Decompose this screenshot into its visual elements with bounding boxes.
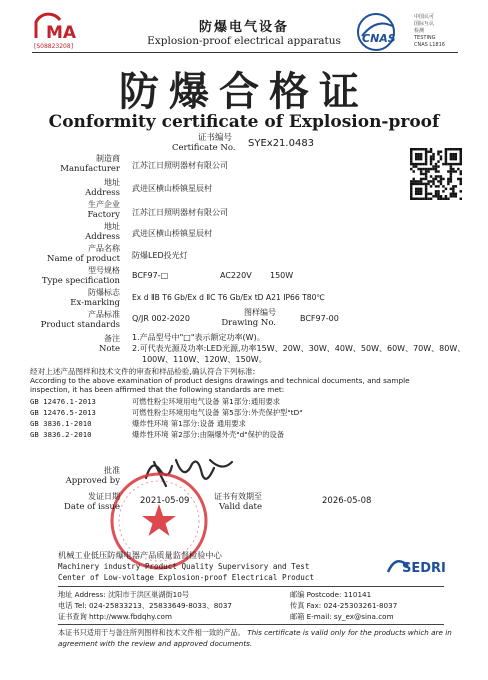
issue-date-value: 2021-05-09 <box>140 496 190 506</box>
qr-module <box>440 178 442 180</box>
qr-module <box>420 148 422 150</box>
ma-logo-text: MA <box>46 23 77 43</box>
cnas-small-1: 中国认可 <box>414 14 435 20</box>
qr-module <box>420 180 422 182</box>
qr-module <box>447 198 449 200</box>
contact-email: 邮箱 E-mail: sy_ex@sina.com <box>290 612 394 621</box>
qr-module <box>415 183 417 185</box>
qr-module <box>452 170 454 172</box>
qr-module <box>457 178 459 180</box>
qr-module <box>420 170 422 172</box>
qr-module <box>460 198 462 200</box>
product-standards-label: 产品标准 Product standards <box>40 310 120 330</box>
qr-module <box>435 190 437 192</box>
qr-module <box>425 170 427 172</box>
qr-module <box>445 198 447 200</box>
qr-module <box>422 163 424 165</box>
qr-module <box>452 195 454 197</box>
qr-module <box>430 155 432 157</box>
qr-module <box>425 193 427 195</box>
qr-module <box>430 163 432 165</box>
qr-module <box>427 193 429 195</box>
qr-module <box>455 193 457 195</box>
qr-module <box>425 178 427 180</box>
sedri-logo-text: SEDRI <box>402 561 446 576</box>
qr-module <box>430 180 432 182</box>
qr-module <box>442 190 444 192</box>
qr-module <box>455 155 457 157</box>
qr-module <box>422 183 424 185</box>
qr-module <box>435 163 437 165</box>
qr-module <box>440 175 442 177</box>
qr-module <box>432 168 434 170</box>
qr-module <box>452 185 454 187</box>
qr-module <box>417 193 419 195</box>
qr-module <box>417 158 419 160</box>
qr-module <box>430 148 432 150</box>
qr-module <box>432 178 434 180</box>
qr-module <box>422 198 424 200</box>
qr-module <box>420 173 422 175</box>
qr-module <box>427 168 429 170</box>
qr-module <box>452 193 454 195</box>
qr-module <box>425 175 427 177</box>
qr-module <box>420 188 422 190</box>
note-label: 备注 Note <box>98 334 120 354</box>
manufacturer-value: 江苏江日照明器材有限公司 <box>132 161 228 170</box>
qr-module <box>422 178 424 180</box>
ex-marking-label: 防爆标志 Ex-marking <box>70 288 120 308</box>
qr-module <box>452 168 454 170</box>
standard-code: GB 12476.5-2013 <box>30 408 96 417</box>
qr-module <box>425 198 427 200</box>
qr-module <box>430 158 432 160</box>
qr-module <box>460 153 462 155</box>
qr-module <box>435 168 437 170</box>
qr-module <box>437 190 439 192</box>
qr-module <box>450 173 452 175</box>
qr-module <box>410 150 412 152</box>
qr-module <box>430 175 432 177</box>
qr-module <box>452 188 454 190</box>
type-spec-value: BCF97-□ <box>132 271 169 280</box>
sedri-logo <box>386 552 456 578</box>
qr-module <box>435 170 437 172</box>
qr-module <box>460 148 462 150</box>
qr-module <box>425 195 427 197</box>
qr-module <box>417 155 419 157</box>
qr-module <box>437 165 439 167</box>
qr-module <box>417 168 419 170</box>
qr-module <box>410 183 412 185</box>
qr-module <box>415 190 417 192</box>
contact-tel: 电话 Tel: 024-25833213、25833649-8033、8037 <box>58 601 232 610</box>
qr-module <box>430 168 432 170</box>
qr-module <box>442 198 444 200</box>
qr-module <box>437 185 439 187</box>
qr-module <box>437 180 439 182</box>
qr-module <box>460 178 462 180</box>
qr-module <box>420 190 422 192</box>
qr-module <box>437 198 439 200</box>
qr-module <box>460 150 462 152</box>
manufacturer-label: 制造商 Manufacturer <box>60 154 120 174</box>
qr-module <box>415 155 417 157</box>
cnas-small-2: 国际互认 <box>414 21 435 27</box>
qr-module <box>410 155 412 157</box>
document-title-en: Conformity certificate of Explosion-proof <box>48 112 440 132</box>
qr-module <box>447 183 449 185</box>
issue-date-label: 发证日期 Date of issue <box>64 492 120 512</box>
qr-module <box>455 148 457 150</box>
qr-module <box>425 150 427 152</box>
ma-logo-number: [S08823208] <box>34 43 74 50</box>
qr-module <box>425 173 427 175</box>
contact-address: 地址 Address: 沈阳市于洪区巢湖街10号 <box>58 590 190 599</box>
cnas-logo-text: CNAS <box>362 32 396 45</box>
qr-module <box>450 153 452 155</box>
qr-module <box>432 153 434 155</box>
qr-module <box>450 188 452 190</box>
qr-module <box>420 198 422 200</box>
qr-module <box>437 193 439 195</box>
qr-module <box>417 153 419 155</box>
notes <box>132 332 465 365</box>
qr-module <box>412 165 414 167</box>
qr-module <box>410 195 412 197</box>
qr-code <box>410 148 462 200</box>
standard-title: 可燃性粉尘环境用电气设备 第1部分:通用要求 <box>132 397 281 406</box>
qr-module <box>410 168 412 170</box>
factory-label: 生产企业 Factory <box>87 200 120 220</box>
qr-module <box>442 178 444 180</box>
qr-module <box>452 163 454 165</box>
qr-module <box>420 193 422 195</box>
qr-module <box>437 150 439 152</box>
standard-title: 可燃性粉尘环境用电气设备 第5部分:外壳保护型"tD" <box>132 408 303 417</box>
ex-marking-value: Ex d ⅡB T6 Gb/Ex d ⅡC T6 Gb/Ex tD A21 IP66 T80℃ <box>132 293 325 302</box>
manufacturer-address-value: 武进区横山桥镇星辰村 <box>132 184 212 193</box>
qr-module <box>430 193 432 195</box>
qr-module <box>435 165 437 167</box>
qr-module <box>417 190 419 192</box>
factory-address-value: 武进区横山桥镇星辰村 <box>132 229 212 238</box>
qr-module <box>415 193 417 195</box>
note-line: 2.可代表光源及功率:LED光源,功率15W、20W、30W、40W、50W、60W、70W、80W、 <box>132 344 466 353</box>
qr-module <box>420 155 422 157</box>
qr-module <box>412 163 414 165</box>
valid-date-value: 2026-05-08 <box>322 496 372 506</box>
qr-module <box>422 173 424 175</box>
qr-module <box>435 185 437 187</box>
qr-module <box>417 163 419 165</box>
product-name-value: 防爆LED投光灯 <box>132 251 188 260</box>
qr-module <box>422 148 424 150</box>
qr-module <box>432 155 434 157</box>
qr-module <box>427 198 429 200</box>
qr-module <box>450 158 452 160</box>
qr-module <box>425 153 427 155</box>
qr-module <box>447 148 449 150</box>
qr-module <box>445 153 447 155</box>
qr-module <box>420 183 422 185</box>
qr-module <box>432 158 434 160</box>
qr-module <box>410 153 412 155</box>
type-spec-label: 型号规格 Type specification <box>41 266 120 286</box>
qr-module <box>437 175 439 177</box>
qr-module <box>410 188 412 190</box>
header-divider <box>32 52 458 53</box>
qr-module <box>420 178 422 180</box>
qr-module <box>415 198 417 200</box>
footer-divider <box>58 586 444 587</box>
qr-module <box>427 180 429 182</box>
qr-module <box>425 148 427 150</box>
approved-by-label: 批准 Approved by <box>65 466 120 486</box>
qr-module <box>460 155 462 157</box>
qr-module <box>410 190 412 192</box>
contact-fax: 传真 Fax: 024-25303261-8037 <box>290 601 398 610</box>
qr-module <box>450 175 452 177</box>
qr-module <box>437 160 439 162</box>
product-standards-value: Q/JR 002-2020 <box>132 314 190 323</box>
qr-module <box>417 198 419 200</box>
note-line: 100W、110W、120W、150W。 <box>142 355 267 364</box>
qr-module <box>445 155 447 157</box>
qr-module <box>427 183 429 185</box>
qr-module <box>432 165 434 167</box>
qr-module <box>440 180 442 182</box>
qr-module <box>450 178 452 180</box>
qr-module <box>440 155 442 157</box>
qr-module <box>455 195 457 197</box>
qr-module <box>460 170 462 172</box>
qr-module <box>415 165 417 167</box>
qr-module <box>432 195 434 197</box>
qr-module <box>442 163 444 165</box>
qr-module <box>450 155 452 157</box>
qr-module <box>445 188 447 190</box>
qr-module <box>447 178 449 180</box>
qr-module <box>425 185 427 187</box>
contact-postcode: 邮编 Postcode: 110141 <box>290 590 372 599</box>
qr-module <box>417 183 419 185</box>
qr-module <box>435 178 437 180</box>
qr-module <box>450 195 452 197</box>
certificate-label-en: Certificate No. <box>172 143 236 153</box>
qr-module <box>447 163 449 165</box>
valid-date-label: 证书有效期至 Valid date <box>214 492 262 512</box>
standard-code: GB 3836.2-2010 <box>30 430 92 439</box>
qr-module <box>427 170 429 172</box>
qr-module <box>460 158 462 160</box>
qr-module <box>450 165 452 167</box>
certificate-label-cn: 证书编号 <box>198 133 233 143</box>
qr-module <box>440 158 442 160</box>
qr-module <box>440 195 442 197</box>
qr-module <box>450 170 452 172</box>
qr-module <box>452 148 454 150</box>
qr-module <box>432 180 434 182</box>
factory-value: 江苏江日照明器材有限公司 <box>132 208 228 217</box>
qr-module <box>460 160 462 162</box>
qr-module <box>447 180 449 182</box>
qr-module <box>450 148 452 150</box>
center-name-en-2: Center of Low-voltage Explosion-proof Electrical Product <box>58 573 315 582</box>
qr-module <box>445 148 447 150</box>
product-name-label: 产品名称 Name of product <box>47 244 120 264</box>
cnas-small-3: 检测 <box>414 28 425 34</box>
qr-module <box>415 163 417 165</box>
qr-module <box>430 198 432 200</box>
qr-module <box>425 183 427 185</box>
standard-title: 爆炸性环境 第1部分:设备 通用要求 <box>132 419 246 428</box>
qr-module <box>430 150 432 152</box>
qr-module <box>415 188 417 190</box>
factory-address-label: 地址 Address <box>85 222 120 242</box>
qr-module <box>435 195 437 197</box>
center-name-en-1: Machinery industry Product Quality Supervisory and Test <box>58 562 310 571</box>
qr-module <box>412 170 414 172</box>
qr-module <box>425 168 427 170</box>
qr-module <box>410 158 412 160</box>
footnote: 本证书只适用于与备注所列图样和技术文件相一致的产品。 This certificate is valid only for the products which are in <box>58 628 452 637</box>
qr-module <box>417 148 419 150</box>
type-spec-power: 150W <box>270 271 294 280</box>
qr-module <box>450 193 452 195</box>
qr-module <box>445 160 447 162</box>
qr-module <box>430 160 432 162</box>
qr-module <box>432 183 434 185</box>
qr-module <box>437 153 439 155</box>
qr-module <box>425 188 427 190</box>
qr-module <box>440 150 442 152</box>
qr-module <box>452 155 454 157</box>
qr-module <box>445 158 447 160</box>
qr-module <box>440 183 442 185</box>
qr-module <box>415 158 417 160</box>
document-title-cn: 防爆合格证 <box>119 68 369 115</box>
qr-module <box>420 163 422 165</box>
qr-module <box>412 180 414 182</box>
qr-module <box>415 148 417 150</box>
contact-query-url: 证书查询 http://www.fbdqhy.com <box>58 612 172 621</box>
qr-module <box>440 198 442 200</box>
qr-module <box>410 185 412 187</box>
qr-module <box>430 185 432 187</box>
qr-module <box>457 163 459 165</box>
cnas-small-4: TESTING <box>414 35 436 41</box>
drawing-number-label: 图样编号 Drawing No. <box>221 308 276 328</box>
qr-module <box>460 183 462 185</box>
qr-module <box>460 190 462 192</box>
qr-module <box>460 180 462 182</box>
manufacturer-address-label: 地址 Address <box>85 178 120 198</box>
qr-module <box>455 170 457 172</box>
qr-module <box>455 153 457 155</box>
qr-module <box>452 153 454 155</box>
qr-module <box>410 163 412 165</box>
certificate-number-label <box>172 133 235 153</box>
qr-module <box>460 173 462 175</box>
qr-module <box>442 185 444 187</box>
standard-code: GB 3836.1-2010 <box>30 419 92 428</box>
qr-module <box>425 163 427 165</box>
qr-module <box>460 163 462 165</box>
qr-module <box>410 180 412 182</box>
qr-module <box>452 190 454 192</box>
standard-code: GB 12476.1-2013 <box>30 397 96 406</box>
qr-module <box>410 198 412 200</box>
qr-module <box>447 170 449 172</box>
qr-module <box>425 160 427 162</box>
qr-module <box>412 148 414 150</box>
qr-module <box>427 150 429 152</box>
qr-module <box>457 148 459 150</box>
qr-module <box>445 150 447 152</box>
qr-module <box>420 168 422 170</box>
type-spec-voltage: AC220V <box>220 271 252 280</box>
qr-module <box>417 188 419 190</box>
qr-module <box>435 193 437 195</box>
qr-module <box>412 183 414 185</box>
qr-module <box>410 160 412 162</box>
qr-module <box>450 168 452 170</box>
qr-module <box>437 170 439 172</box>
qr-module <box>415 153 417 155</box>
qr-module <box>455 185 457 187</box>
qr-module <box>450 180 452 182</box>
qr-module <box>425 158 427 160</box>
qr-module <box>412 198 414 200</box>
certificate-number: SYEx21.0483 <box>248 138 315 149</box>
qr-module <box>455 158 457 160</box>
qr-module <box>445 163 447 165</box>
qr-module <box>410 193 412 195</box>
note-line: 1.产品型号中"□"表示额定功率(W)。 <box>132 333 265 342</box>
qr-module <box>425 190 427 192</box>
header-title-cn: 防爆电气设备 <box>198 20 289 35</box>
qr-module <box>412 178 414 180</box>
standard-title: 爆炸性环境 第2部分:由隔爆外壳"d"保护的设备 <box>132 430 285 439</box>
qr-module <box>457 168 459 170</box>
qr-module <box>455 163 457 165</box>
footnote-en-2: agreement with the review and approved documents. <box>58 639 253 648</box>
qr-module <box>452 158 454 160</box>
center-name-cn: 机械工业低压防爆电器产品质量监督检验中心 <box>58 550 222 560</box>
drawing-number-value: BCF97-00 <box>300 314 339 323</box>
cnas-small-5: CNAS L1816 <box>414 42 445 48</box>
qr-module <box>415 180 417 182</box>
qr-module <box>445 195 447 197</box>
qr-module <box>437 195 439 197</box>
qr-module <box>435 175 437 177</box>
header-title-en: Explosion-proof electrical apparatus <box>147 35 341 47</box>
qr-module <box>410 148 412 150</box>
qr-module <box>422 168 424 170</box>
qr-module <box>450 163 452 165</box>
conformity-statement: 经对上述产品图样和技术文件的审查和样品检验,确认符合下列标准: According to the above examination of product designs drawings and technical documents, and sample inspection, it has been affirmed that the following standards are met: <box>30 367 410 394</box>
footer-divider <box>58 624 444 625</box>
qr-module <box>420 158 422 160</box>
qr-module <box>425 155 427 157</box>
qr-module <box>417 180 419 182</box>
qr-module <box>420 153 422 155</box>
